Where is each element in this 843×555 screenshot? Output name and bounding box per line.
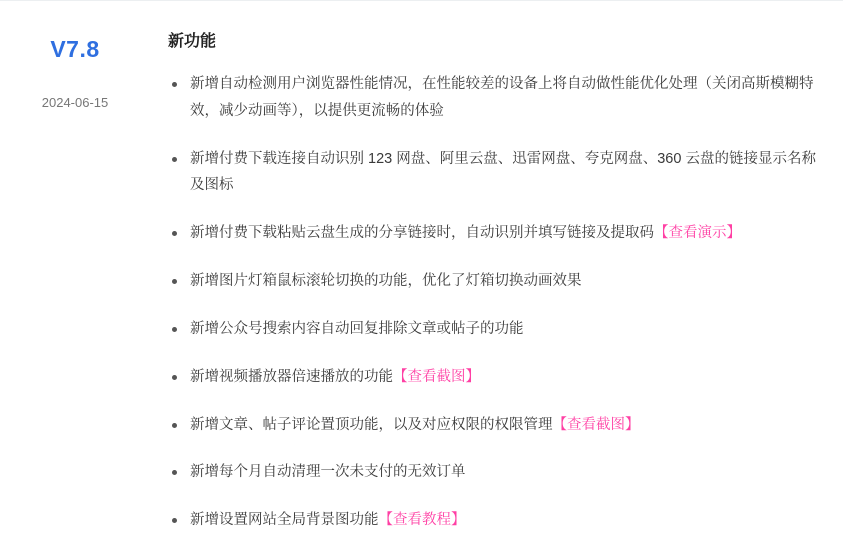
feature-item-text: 新增视频播放器倍速播放的功能 — [190, 368, 393, 385]
feature-item — [168, 507, 823, 534]
feature-item-text: 新增文章、帖子评论置顶功能，以及对应权限的权限管理 — [190, 416, 553, 433]
feature-item-text: 新增付费下载连接自动识别 123 网盘、阿里云盘、迅雷网盘、夸克网盘、360 云盘的链接显示名称及图标 — [190, 150, 816, 194]
entry-meta — [0, 22, 150, 555]
feature-item-text: 新增设置网站全局背景图功能 — [190, 512, 379, 529]
version-label: V7.8 — [50, 36, 100, 62]
release-date: 2024-06-15 — [41, 95, 109, 110]
feature-item-text: 新增图片灯箱鼠标滚轮切换的功能，优化了灯箱切换动画效果 — [190, 273, 582, 290]
feature-item-text: 新增自动检测用户浏览器性能情况，在性能较差的设备上将自动做性能优化处理（关闭高斯模糊特效，减少动画等），以提供更流畅的体验 — [190, 76, 814, 119]
feature-item-link[interactable]: 【查看截图】 — [393, 368, 480, 385]
feature-item-link[interactable]: 【查看教程】 — [378, 512, 466, 529]
section-title: 新功能 — [168, 33, 217, 50]
feature-item — [168, 268, 823, 295]
feature-item — [168, 220, 823, 247]
feature-item-link[interactable]: 【查看演示】 — [654, 225, 741, 242]
feature-item-text: 新增公众号搜索内容自动回复排除文章或帖子的功能 — [190, 320, 524, 337]
feature-item-text: 新增付费下载粘贴云盘生成的分享链接时，自动识别并填写链接及提取码 — [190, 225, 654, 242]
top-divider — [0, 0, 843, 1]
feature-item — [168, 412, 823, 439]
feature-item-text: 新增每个月自动清理一次未支付的无效订单 — [190, 464, 466, 481]
feature-item — [168, 364, 823, 391]
entry-body — [150, 22, 843, 555]
feature-list — [168, 71, 823, 534]
feature-item — [168, 146, 823, 200]
feature-item — [168, 71, 823, 125]
feature-item — [168, 459, 823, 486]
feature-item — [168, 316, 823, 343]
feature-item-link[interactable]: 【查看截图】 — [552, 416, 640, 433]
